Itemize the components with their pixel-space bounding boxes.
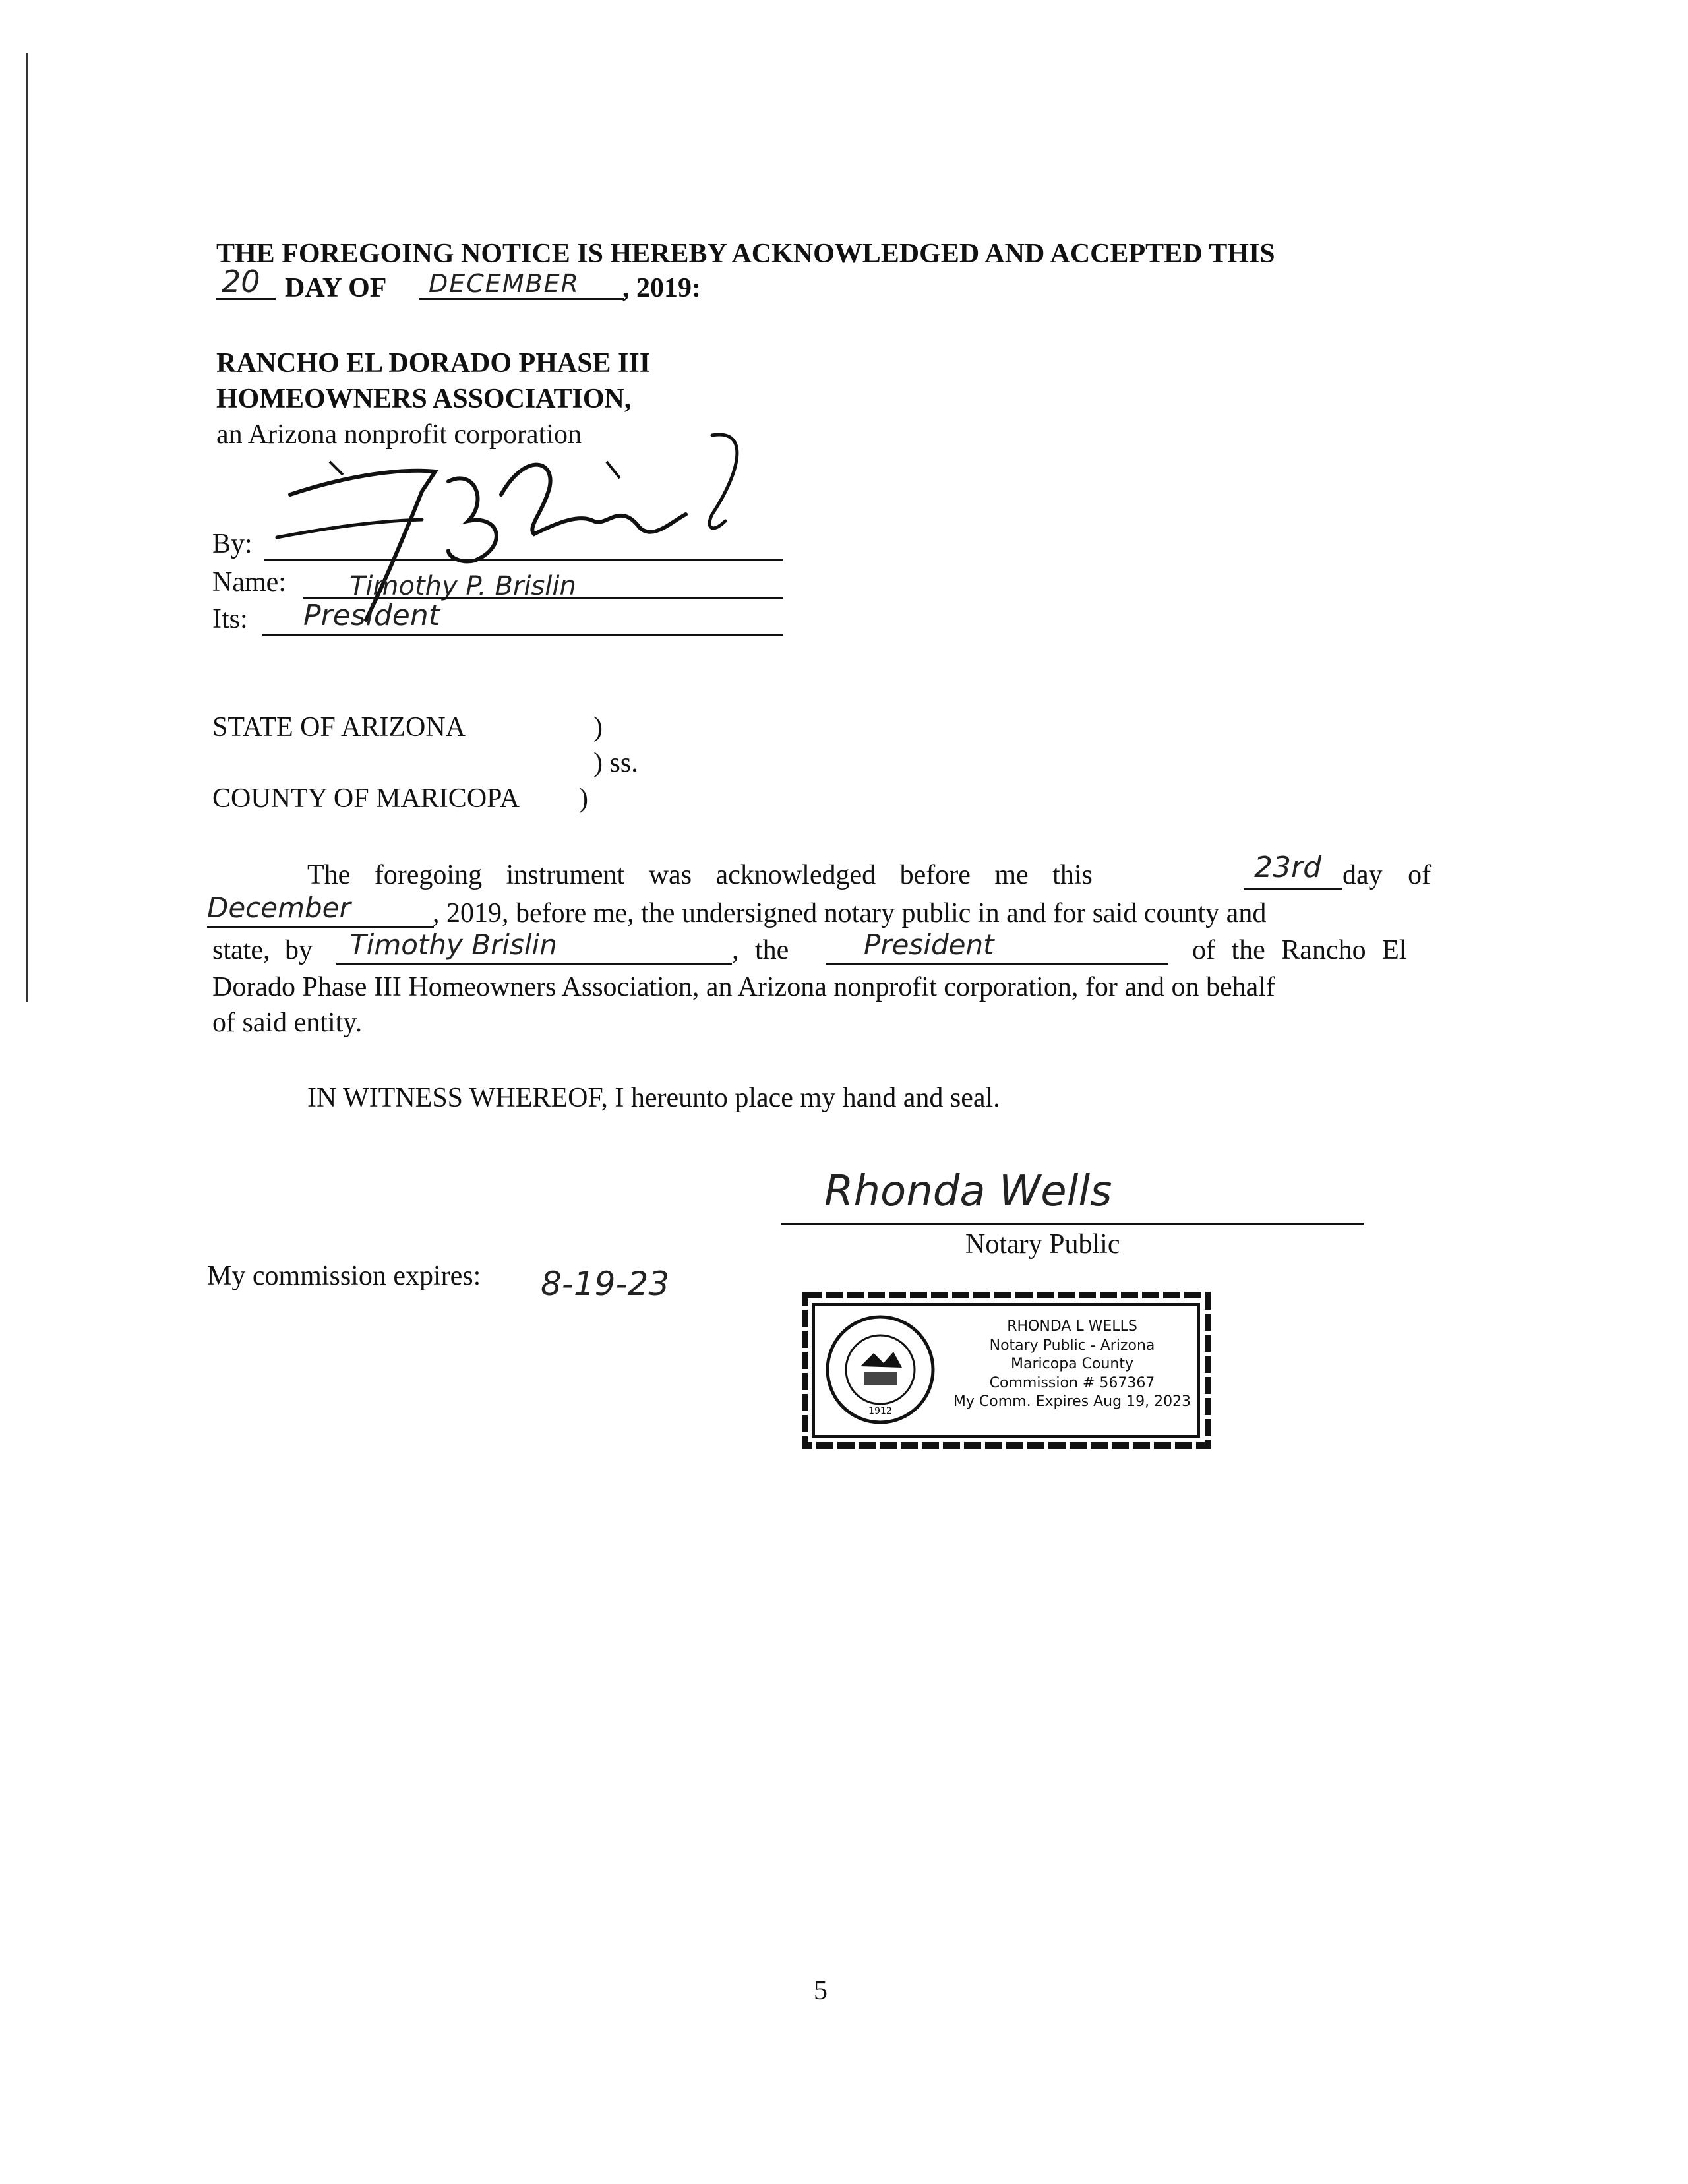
accept-day-line	[216, 298, 276, 300]
page-edge-line	[26, 53, 28, 1002]
ack-line3-b: , the	[732, 935, 789, 965]
by-label: By:	[212, 529, 253, 559]
acceptance-heading-line1: THE FOREGOING NOTICE IS HEREBY ACKNOWLEDGED AND ACCEPTED THIS	[216, 239, 1275, 269]
stamp-notary-name: RHONDA L WELLS	[1007, 1318, 1137, 1335]
accept-month-line	[419, 298, 624, 300]
witness-statement: IN WITNESS WHEREOF, I hereunto place my hand and seal.	[307, 1083, 1000, 1113]
day-of-label: DAY OF	[285, 273, 387, 303]
accept-month-handwritten: DECEMBER	[429, 269, 580, 298]
entity-name-line2: HOMEOWNERS ASSOCIATION,	[216, 384, 632, 414]
venue-paren-3: )	[579, 783, 588, 814]
stamp-expiration: My Comm. Expires Aug 19, 2023	[953, 1393, 1191, 1410]
ss-label: ) ss.	[593, 748, 638, 778]
ack-line4: Dorado Phase III Homeowners Association, an Arizona nonprofit corporation, for and on behalf	[212, 972, 1275, 1002]
ack-month-handwritten: December	[207, 892, 351, 924]
its-line	[262, 634, 783, 636]
by-line	[264, 559, 783, 561]
year-label: , 2019:	[622, 273, 701, 303]
entity-name-line1: RANCHO EL DORADO PHASE III	[216, 348, 651, 379]
arizona-seal-icon	[824, 1314, 936, 1426]
venue-paren-1: )	[593, 712, 603, 743]
ack-title-handwritten: President	[864, 928, 994, 961]
ack-day-line	[1244, 888, 1342, 890]
its-label: Its:	[212, 604, 248, 634]
commission-expires-handwritten: 8-19-23	[541, 1265, 670, 1303]
notary-stamp	[802, 1291, 1211, 1449]
ack-title-line	[826, 963, 1168, 965]
accept-day-handwritten: 20	[222, 264, 260, 299]
notary-public-label: Notary Public	[965, 1229, 1120, 1259]
notary-signature-line	[781, 1223, 1364, 1225]
ack-person-handwritten: Timothy Brislin	[349, 928, 557, 961]
state-label: STATE OF ARIZONA	[212, 712, 466, 743]
ack-month-line	[207, 926, 434, 928]
county-label: COUNTY OF MARICOPA	[212, 783, 520, 814]
stamp-commission-number: Commission # 567367	[989, 1374, 1155, 1391]
name-handwritten: Timothy P. Brislin	[349, 571, 576, 601]
name-label: Name:	[212, 567, 286, 597]
ack-line5: of said entity.	[212, 1008, 363, 1038]
ack-line2: , 2019, before me, the undersigned notary public in and for said county and	[433, 898, 1267, 928]
seal-year: 1912	[868, 1406, 892, 1416]
page-number: 5	[814, 1976, 828, 2006]
ack-day-of: day of	[1342, 860, 1432, 890]
its-handwritten: President	[303, 599, 440, 632]
entity-description: an Arizona nonprofit corporation	[216, 419, 582, 450]
stamp-county: Maricopa County	[1011, 1356, 1133, 1373]
commission-expires-label: My commission expires:	[207, 1261, 481, 1291]
ack-line1: The foregoing instrument was acknowledged before me this	[307, 860, 1093, 890]
notary-signature: Rhonda Wells	[824, 1167, 1112, 1216]
ack-day-handwritten: 23rd	[1254, 851, 1322, 884]
ack-person-line	[336, 963, 732, 965]
stamp-notary-title: Notary Public - Arizona	[989, 1337, 1155, 1354]
ack-line3-c: of the Rancho El	[1192, 935, 1407, 965]
ack-line3-a: state, by	[212, 935, 313, 965]
